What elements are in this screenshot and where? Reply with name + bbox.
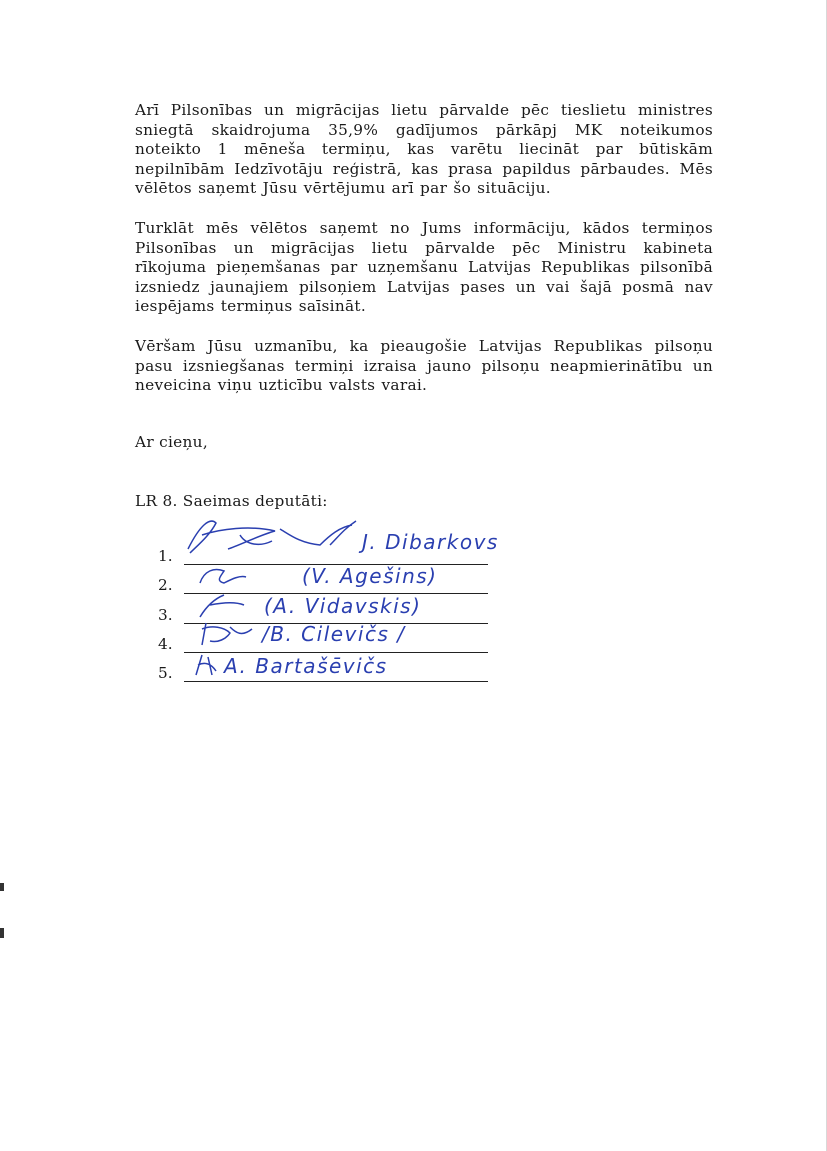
- signature-5-name: A. Bartašēvičs: [224, 654, 388, 678]
- signature-number: 2.: [158, 576, 173, 595]
- closing-salutation: Ar cieņu,: [135, 433, 208, 451]
- letter-body: [135, 101, 713, 416]
- signature-3-scribble: [200, 595, 244, 617]
- paragraph-3: Vēršam Jūsu uzmanību, ka pieaugošie Latvijas Republikas pilsoņu pasu izsniegšanas termiņi izraisa jauno pilsoņu neapmierinātību un neveicina viņu uzticību valsts varai.: [135, 336, 713, 395]
- signature-number: 5.: [158, 663, 173, 682]
- signature-4-scribble: [202, 623, 252, 645]
- scan-edge-mark: [0, 928, 4, 938]
- signature-2-name: (V. Agešins): [302, 564, 438, 588]
- signature-1-scribble: [188, 521, 356, 553]
- deputies-heading: LR 8. Saeimas deputāti:: [135, 492, 328, 510]
- signature-3-name: (A. Vidavskis): [264, 594, 422, 618]
- paragraph-1: Arī Pilsonības un migrācijas lietu pārvalde pēc tieslietu ministres sniegtā skaidrojuma 35,9% gadījumos pārkāpj MK noteikumos noteikto 1 mēneša termiņu, kas varētu liecināt par būtiskām nepilnībām Iedzīvotāju reģistrā, kas prasa papildus pārbaudes. Mēs vēlētos saņemt Jūsu vērtējumu arī par šo situāciju.: [135, 101, 713, 198]
- signature-number: 4.: [158, 634, 173, 653]
- signature-1-name: J. Dibarkovs: [362, 530, 499, 554]
- handwritten-signatures: [180, 505, 560, 685]
- signature-4-name: /B. Cilevičs /: [262, 622, 406, 646]
- signature-5-scribble: [196, 655, 216, 675]
- signature-2-scribble: [200, 570, 246, 584]
- paragraph-2: Turklāt mēs vēlētos saņemt no Jums informāciju, kādos termiņos Pilsonības un migrācijas lietu pārvalde pēc Ministru kabineta rīkojuma pieņemšanas par uzņemšanu Latvijas Republikas pilsonībā izsniedz jaunajiem pilsoņiem Latvijas pases un vai šajā posmā nav iespējams termiņus saīsināt.: [135, 218, 713, 316]
- signature-number: 3.: [158, 605, 173, 624]
- signature-number: 1.: [158, 547, 173, 566]
- scan-edge-mark: [0, 883, 4, 891]
